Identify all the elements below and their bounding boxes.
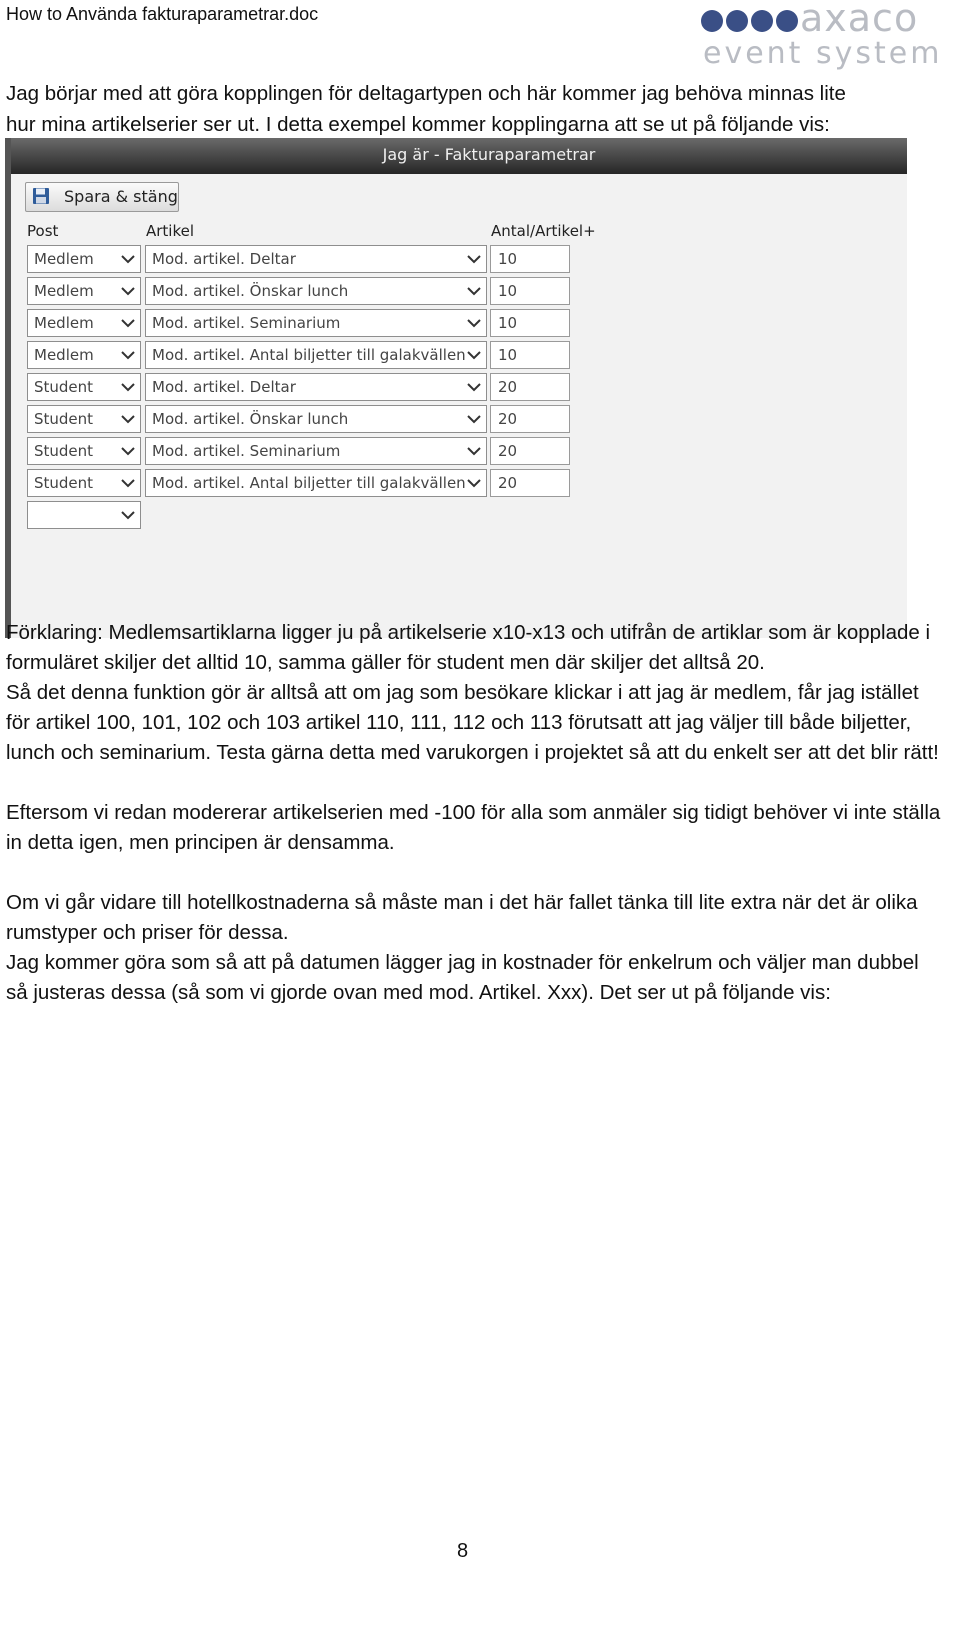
- intro-line: hur mina artikelserier ser ut. I detta exempel kommer kopplingarna att se ut på följande vis:: [6, 113, 830, 136]
- post-select[interactable]: [27, 469, 141, 497]
- paragraph-spacer: [6, 768, 941, 798]
- header-artikel: Artikel: [146, 222, 195, 240]
- document-filename: How to Använda fakturaparametrar.doc: [6, 4, 319, 24]
- header-post: Post: [27, 222, 59, 240]
- post-value: Medlem: [34, 314, 94, 332]
- axaco-logo: [700, 2, 958, 72]
- chevron-down-icon: [466, 476, 482, 490]
- chevron-down-icon: [120, 284, 136, 298]
- floppy-disk-icon: [32, 187, 50, 205]
- antal-input[interactable]: 20: [490, 469, 570, 497]
- antal-input[interactable]: 10: [490, 309, 570, 337]
- page-number: 8: [457, 1540, 469, 1562]
- post-select[interactable]: [27, 309, 141, 337]
- post-value: Student: [34, 442, 94, 460]
- post-value: Medlem: [34, 250, 94, 268]
- save-button-label: Spara & stäng: [64, 187, 178, 206]
- chevron-down-icon: [466, 348, 482, 362]
- paragraph: Så det denna funktion gör är alltså att om jag som besökare klickar i att jag är medlem, får jag istället för artikel 100, 101, 102 och 103 artikel 110, 111, 112 och 113 förutsatt att jag väljer till både biljetter, lunch och seminarium. Testa gärna detta med varukorgen i projektet så att du enkelt ser att det blir rätt!: [6, 681, 939, 764]
- paragraph: Eftersom vi redan modererar artikelserien med -100 för alla som anmäler sig tidigt behöver vi inte ställa in detta igen, men principen är densamma.: [6, 801, 941, 854]
- chevron-down-icon: [120, 476, 136, 490]
- artikel-value: Mod. artikel. Antal biljetter till galakvällen: [152, 474, 466, 492]
- artikel-value: Mod. artikel. Antal biljetter till galakvällen: [152, 346, 466, 364]
- post-select[interactable]: [27, 405, 141, 433]
- antal-input[interactable]: 20: [490, 373, 570, 401]
- artikel-select[interactable]: [145, 277, 487, 305]
- artikel-select[interactable]: [145, 437, 487, 465]
- artikel-value: Mod. artikel. Önskar lunch: [152, 410, 349, 428]
- chevron-down-icon: [120, 316, 136, 330]
- artikel-value: Mod. artikel. Önskar lunch: [152, 282, 349, 300]
- artikel-select[interactable]: [145, 245, 487, 273]
- logo-wordmark: axaco: [800, 0, 919, 40]
- artikel-value: Mod. artikel. Seminarium: [152, 442, 341, 460]
- intro-text: [6, 78, 956, 140]
- chevron-down-icon: [466, 284, 482, 298]
- post-select[interactable]: [27, 501, 141, 529]
- post-select[interactable]: [27, 277, 141, 305]
- post-value: Student: [34, 474, 94, 492]
- chevron-down-icon: [466, 252, 482, 266]
- post-value: Medlem: [34, 282, 94, 300]
- post-value: Student: [34, 410, 94, 428]
- artikel-value: Mod. artikel. Deltar: [152, 378, 296, 396]
- window-title: Jag är - Fakturaparametrar: [11, 138, 907, 174]
- post-select[interactable]: [27, 341, 141, 369]
- artikel-select[interactable]: [145, 405, 487, 433]
- chevron-down-icon: [120, 348, 136, 362]
- header-antal: Antal/Artikel+: [491, 222, 596, 240]
- chevron-down-icon: [120, 412, 136, 426]
- chevron-down-icon: [466, 380, 482, 394]
- explanation-text: [6, 618, 941, 1008]
- antal-input[interactable]: 20: [490, 437, 570, 465]
- paragraph-spacer: [6, 858, 941, 888]
- artikel-value: Mod. artikel. Seminarium: [152, 314, 341, 332]
- chevron-down-icon: [120, 444, 136, 458]
- antal-input[interactable]: 10: [490, 341, 570, 369]
- post-select[interactable]: [27, 373, 141, 401]
- chevron-down-icon: [120, 380, 136, 394]
- post-select[interactable]: [27, 245, 141, 273]
- logo-tagline: event system: [703, 36, 943, 71]
- artikel-value: Mod. artikel. Deltar: [152, 250, 296, 268]
- chevron-down-icon: [466, 444, 482, 458]
- save-and-close-button[interactable]: [25, 182, 179, 212]
- artikel-select[interactable]: [145, 341, 487, 369]
- antal-input[interactable]: 10: [490, 277, 570, 305]
- chevron-down-icon: [120, 508, 136, 522]
- antal-input[interactable]: 10: [490, 245, 570, 273]
- artikel-select[interactable]: [145, 309, 487, 337]
- paragraph: Jag kommer göra som så att på datumen lägger jag in kostnader för enkelrum och väljer man dubbel så justeras dessa (så som vi gjorde ovan med mod. Artikel. Xxx). Det ser ut på följande vis:: [6, 951, 919, 1004]
- antal-input[interactable]: 20: [490, 405, 570, 433]
- post-value: Student: [34, 378, 94, 396]
- chevron-down-icon: [466, 412, 482, 426]
- logo-dots-icon: [700, 6, 800, 36]
- fakturaparametrar-screenshot: [5, 138, 907, 638]
- post-value: Medlem: [34, 346, 94, 364]
- paragraph: Förklaring: Medlemsartiklarna ligger ju på artikelserie x10-x13 och utifrån de artiklar som är kopplade i formuläret skiljer det alltid 10, samma gäller för student men där skiljer det alltså 20.: [6, 621, 931, 674]
- post-select[interactable]: [27, 437, 141, 465]
- intro-line: Jag börjar med att göra kopplingen för deltagartypen och här kommer jag behöva minnas lite: [6, 82, 846, 105]
- paragraph: Om vi går vidare till hotellkostnaderna så måste man i det här fallet tänka till lite extra när det är olika rumstyper och priser för dessa.: [6, 891, 918, 944]
- artikel-select[interactable]: [145, 469, 487, 497]
- chevron-down-icon: [120, 252, 136, 266]
- artikel-select[interactable]: [145, 373, 487, 401]
- chevron-down-icon: [466, 316, 482, 330]
